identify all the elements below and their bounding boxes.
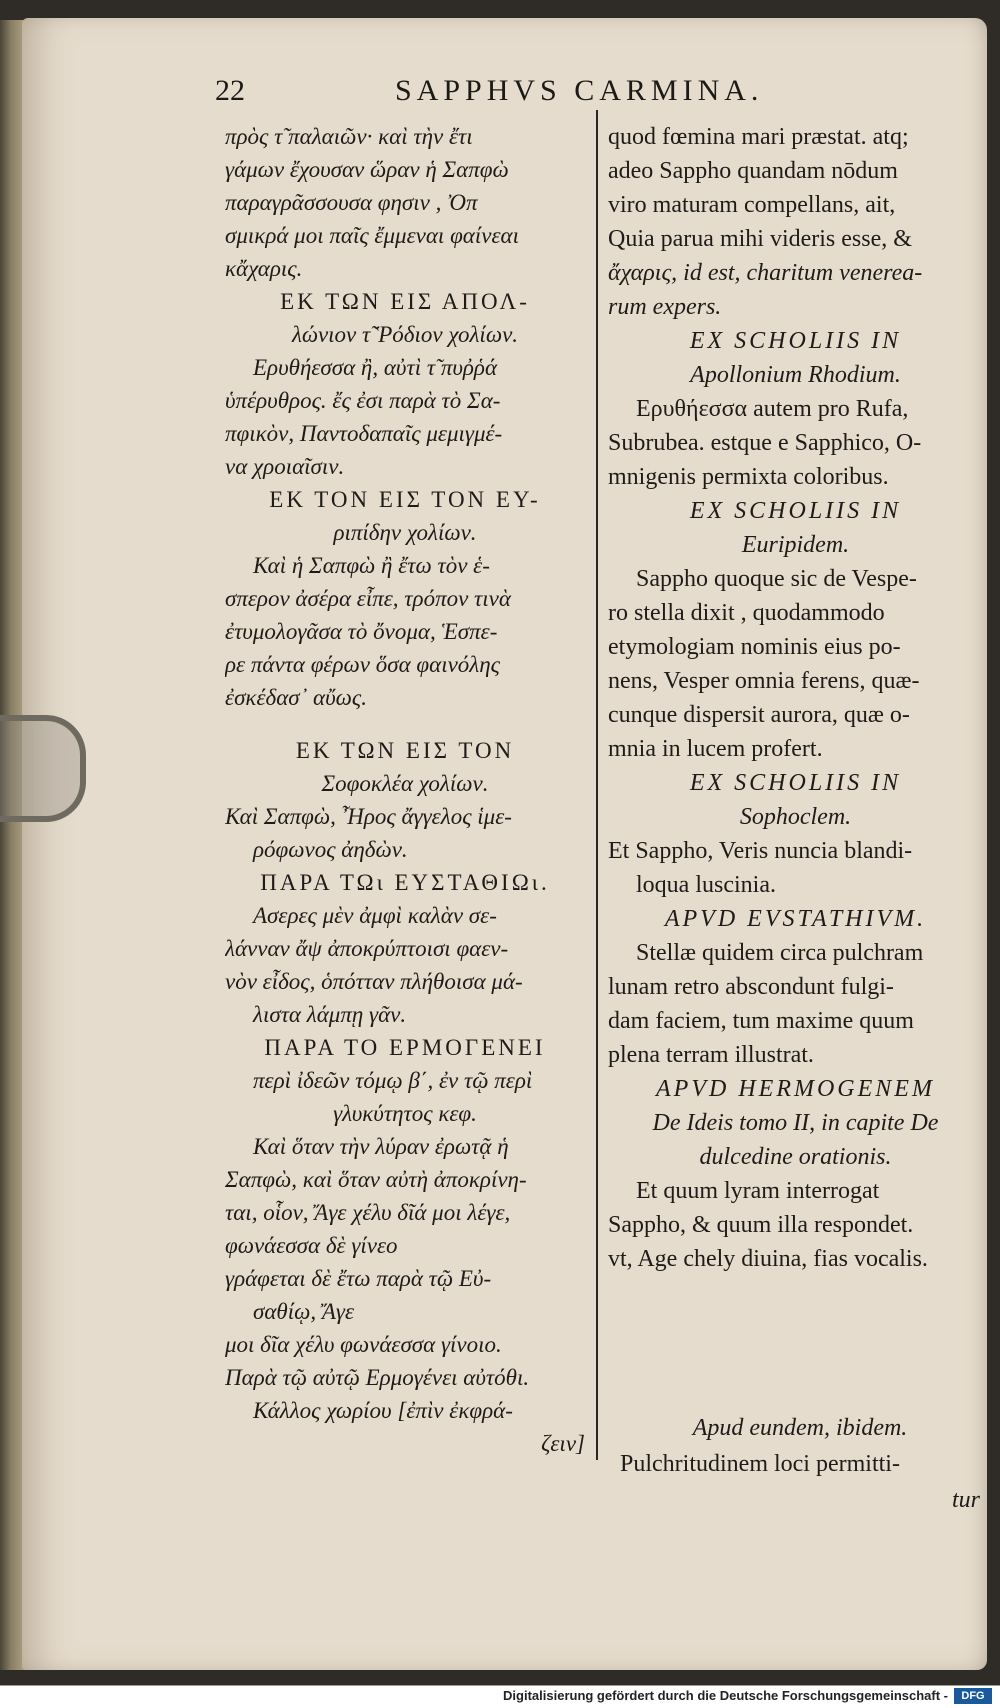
greek-text-line: λάνναν ἄψ ἀποκρύπτοισι φαεν-	[225, 936, 509, 961]
greek-text-line: σπερον ἀσέρα εἶπε, τρόπον τινὰ	[225, 586, 511, 611]
latin-text-line: vt, Age chely diuina, fias vocalis.	[608, 1246, 928, 1272]
greek-text-line: Ασερες μὲν ἀμφὶ καλὰν σε-	[253, 903, 497, 928]
latin-text-line: lunam retro abscondunt fulgi-	[608, 974, 894, 1000]
latin-text-line: Et Sappho, Veris nuncia blandi-	[608, 838, 913, 864]
greek-text-line: νὸν εἶδος, ὁπότταν πλήθοισα μά-	[225, 969, 523, 994]
greek-text-line: ΠΑΡΑ ΤΟ ΕΡΜΟΓΕΝΕΙ	[264, 1035, 546, 1060]
greek-text-line: λώνιον τ̃ Ῥόδιον χολίων.	[291, 322, 519, 347]
latin-text-line: APVD EVSTATHIVM.	[664, 906, 927, 932]
greek-text-line: Παρὰ τῷ αὐτῷ Ερμογένει αὐτόθι.	[225, 1365, 530, 1390]
greek-text-line: ται, οἷον, Ἄγε χέλυ δῖά μοι λέγε,	[225, 1200, 511, 1225]
latin-column	[608, 120, 983, 1276]
footer-credit: Digitalisierung gefördert durch die Deutsche Forschungsgemeinschaft -	[503, 1688, 948, 1703]
latin-text-line: ro stella dixit , quodammodo	[608, 600, 885, 626]
greek-text-line: ΕΚ ΤΩΝ ΕΙΣ ΑΠΟΛ-	[280, 289, 530, 314]
greek-text-line: κἄχαρις.	[225, 256, 303, 281]
greek-text-line: πφικὸν, Παντοδαπαῖς μεμιγμέ-	[225, 421, 503, 446]
dfg-logo: DFG	[954, 1688, 992, 1704]
greek-text-line: παραγρᾶσσουσα φησιν , Ὀπ	[225, 190, 478, 215]
greek-text-line: ριπίδην χολίων.	[333, 520, 477, 545]
latin-bottom-text-line: Pulchritudinem loci permitti-	[620, 1451, 900, 1477]
latin-text-line: EX SCHOLIIS IN	[689, 498, 902, 524]
latin-text-line: Stellæ quidem circa pulchram	[636, 940, 924, 966]
greek-text-line: ΕΚ ΤΩΝ ΕΙΣ ΤΟΝ	[295, 738, 515, 763]
greek-text-line: Ερυθήεσσα ἢ, αὐτὶ τ̃ πυῤῥά	[253, 355, 498, 380]
latin-text-line: Quia parua mihi videris esse, &	[608, 226, 912, 252]
latin-text-line: De Ideis tomo II, in capite De	[652, 1110, 939, 1136]
latin-bottom-text-line: Apud eundem, ibidem.	[692, 1415, 908, 1441]
column-divider	[596, 110, 598, 1460]
latin-text-line: mnia in lucem profert.	[608, 736, 823, 762]
greek-text-line: λιστα λάμπῃ γᾶν.	[253, 1002, 407, 1027]
latin-text-line: Ερυθήεσσα autem pro Rufa,	[636, 396, 909, 422]
greek-text-line: σαθίῳ, Ἄγε	[253, 1299, 355, 1324]
greek-text-line: Καὶ ὅταν τὴν λύραν ἐρωτᾷ ἡ	[253, 1134, 509, 1159]
latin-text-line: mnigenis permixta coloribus.	[608, 464, 889, 490]
greek-text-line: ἐτυμολογᾶσα τὸ ὄνομα, Ἑσπε-	[225, 619, 498, 644]
greek-text-line: Κάλλος χωρίου [ἐπὶν ἐκφρά-	[253, 1398, 513, 1423]
greek-text-line: ρε πάντα φέρων ὅσα φαινόλης	[225, 652, 501, 677]
latin-text-line: quod fœmina mari præstat. atq;	[608, 124, 909, 150]
latin-bottom-text-line: tur	[951, 1487, 980, 1513]
footer-bar	[0, 1685, 1000, 1708]
greek-text-line: ζειν]	[541, 1431, 585, 1456]
greek-text-line	[225, 714, 585, 734]
latin-text-line: rum expers.	[608, 294, 722, 320]
latin-text-line: Sophoclem.	[739, 804, 852, 830]
greek-text-line: σμικρά μοι παῖς ἔμμεναι φαίνεαι	[225, 223, 519, 248]
greek-text-line: ἐσκέδασ᾽ αὔως.	[225, 685, 367, 710]
latin-text-line: Et quum lyram interrogat	[636, 1178, 880, 1204]
page-clip	[0, 715, 86, 822]
greek-text-line: ΕΚ ΤΟΝ ΕΙΣ ΤΟΝ ΕΥ-	[269, 487, 541, 512]
greek-text-line: να χροιαῖσιν.	[225, 454, 345, 479]
latin-text-line: loqua luscinia.	[636, 872, 776, 898]
greek-text-line: Καὶ ἡ Σαπφὼ ἢ ἔτω τὸν ἑ-	[253, 553, 490, 578]
greek-text-line: πρὸς τ̃ παλαιῶν· καὶ τὴν ἔτι	[225, 124, 473, 149]
greek-text-line: Σαπφὼ, καὶ ὅταν αὐτὴ ἀποκρίνη-	[225, 1167, 527, 1192]
greek-text-line: φωνάεσσα δὲ γίνεο	[225, 1233, 398, 1258]
latin-text-line: EX SCHOLIIS IN	[689, 770, 902, 796]
page-number: 22	[215, 74, 245, 107]
greek-text-line: γράφεται δὲ ἔτω παρὰ τῷ Εὐ-	[225, 1266, 492, 1291]
greek-text-line: γάμων ἔχουσαν ὥραν ἡ Σαπφὼ	[225, 157, 509, 182]
latin-text-line: APVD HERMOGENEM	[656, 1076, 935, 1102]
latin-text-line: plena terram illustrat.	[608, 1042, 814, 1068]
greek-text-line: μοι δῖα χέλυ φωνάεσσα γίνοιο.	[225, 1332, 502, 1357]
latin-text-line: cunque dispersit aurora, quæ o-	[608, 702, 910, 728]
latin-text-line: Sappho, & quum illa respondet.	[608, 1212, 914, 1238]
greek-text-line: γλυκύτητος κεφ.	[333, 1101, 477, 1126]
greek-text-line: Σοφοκλέα χολίων.	[321, 771, 489, 796]
latin-text-line: Sappho quoque sic de Vespe-	[636, 566, 917, 592]
latin-text-line: Apollonium Rhodium.	[690, 362, 901, 388]
latin-text-line: nens, Vesper omnia ferens, quæ-	[608, 668, 920, 694]
greek-text-line: ὑπέρυθρος. ἔς ἐσι παρὰ τὸ Σα-	[225, 388, 501, 413]
latin-text-line: EX SCHOLIIS IN	[689, 328, 902, 354]
greek-text-line: ΠΑΡΑ ΤΩι ΕΥΣΤΑΘΙΩι.	[260, 870, 550, 895]
greek-text-line: ρόφωνος ἀηδὼν.	[253, 837, 408, 862]
latin-text-line: ἄχαρις, id est, charitum venerea-	[608, 260, 923, 286]
latin-text-line: Subrubea. estque e Sapphico, O-	[608, 430, 922, 456]
greek-text-line: Καὶ Σαπφὼ, Ἦρος ἄγγελος ἱμε-	[225, 804, 512, 829]
running-title: SAPPHVS CARMINA.	[395, 74, 764, 107]
latin-text-line: viro maturam compellans, ait,	[608, 192, 896, 218]
latin-bottom-section	[620, 1410, 980, 1518]
greek-column	[225, 120, 585, 1460]
latin-text-line: dulcedine orationis.	[699, 1144, 892, 1170]
greek-text-line: περὶ ἰδεῶν τόμῳ β΄, ἐν τῷ περὶ	[253, 1068, 533, 1093]
latin-text-line: adeo Sappho quandam nōdum	[608, 158, 898, 184]
latin-text-line: dam faciem, tum maxime quum	[608, 1008, 914, 1034]
running-head	[0, 74, 1000, 114]
latin-text-line: Euripidem.	[741, 532, 850, 558]
latin-text-line: etymologiam nominis eius po-	[608, 634, 901, 660]
